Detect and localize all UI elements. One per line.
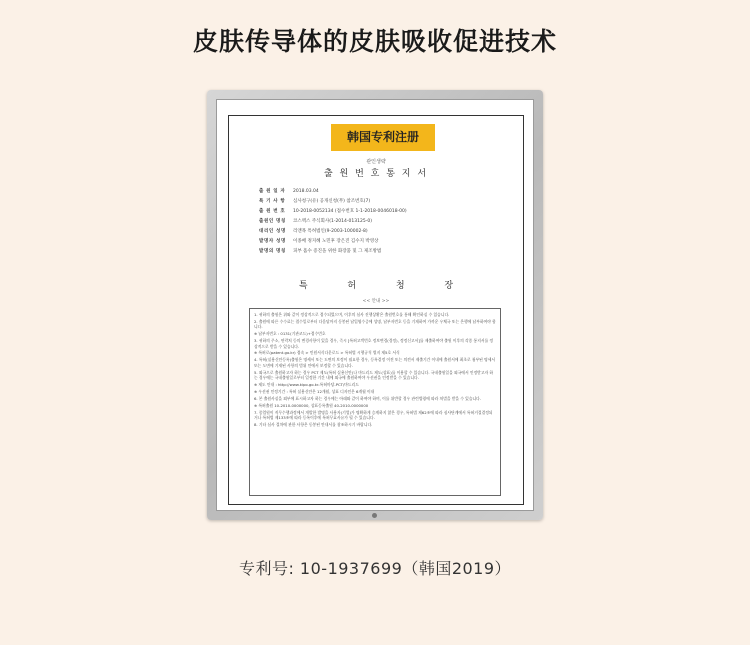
- note-item: 7. 종업원이 직무수행과정에서 개발한 발명을 사용자(기업)가 명확하게 승계하지 않은 경우, 특허법 제62조에 따라 심사단계에서 특허거절결정되거나 특허법 제133조에 따라 등록이후에 특허무효사유가 될 수 있습니다.: [254, 409, 493, 420]
- field-value: 2018.03.04: [293, 188, 319, 194]
- issuer-title: [229, 278, 523, 291]
- registration-banner: 韩国专利注册: [331, 124, 435, 151]
- field-row: [259, 216, 509, 226]
- field-value: 심사청구(유) 공개신청(무) 참조번호(7): [293, 199, 371, 204]
- field-label: 발명자 성명: [259, 239, 286, 244]
- note-item: 6. 본 출원사실을 외부에 표시하고자 하는 경우에는 아래와 같이 하여야 하며, 이를 위반할 경우 관련법령에 따라 처벌을 받을 수 있습니다.: [254, 395, 482, 401]
- note-item: ※ 제도 안내 : http://www.kipo.go.kr-특허마당-PCT/마드리드: [254, 381, 359, 387]
- note-item: ※ 우선권 인정기간 : 특허 실용신안은 12개월, 상표 디자인은 6개월 이내: [254, 388, 375, 394]
- field-label: 발명의 명칭: [259, 249, 286, 254]
- note-item: 1. 귀하의 출원은 위와 같이 정상적으로 접수되었으며, 이후의 심사 진행상황은 출원번호를 통해 확인하실 수 있습니다.: [254, 312, 450, 317]
- field-label: 대리인 성명: [259, 229, 286, 234]
- note-item: 3. 귀하의 주소, 연락처 등의 변경사항이 있을 경우, 즉시 [특허고객번호 정보변경(경정), 정정신고서]를 제출하여야 출원 이후의 각종 통지서를 정상적으로 받을 수 있습니다.: [254, 338, 494, 349]
- certificate-document: [228, 115, 524, 505]
- field-label: 출 원 번 호: [259, 209, 286, 214]
- issuer-title-char: 청: [395, 281, 405, 291]
- note-item: 2. 출원에 따른 수수료는 접수일로부터 다음달까지 동봉된 납입영수증에 성명, 납부자번호 등을 기재하여 가까운 우체국 또는 은행에 납부하여야 합니다.: [254, 318, 496, 330]
- application-fields: [259, 186, 509, 256]
- field-value: 코스맥스 주식회사(1-2014-013125-0): [293, 219, 372, 224]
- patent-number-caption: 专利号: 10-1937699（韩国2019）: [238, 559, 512, 578]
- field-row: [259, 236, 509, 246]
- note-item: ※ 특허출원 10-2010-0000000, 상표등록출원 40-2010-0000000: [254, 402, 369, 408]
- certificate-frame: [207, 90, 543, 520]
- field-value: 이종배 정지혜 노민후 장은진 김수지 박영상: [293, 239, 379, 244]
- frame-screw: [372, 513, 377, 518]
- certificate-paper: [216, 99, 534, 511]
- field-row: [259, 186, 509, 196]
- note-item: 5. 외국으로 출원하고자 하는 경우 PCT 제도(특허 실용신안)나 마드리드 제도(상표)를 이용할 수 있습니다. 국내출원일을 외국에서 인정받고자 하는 경우에는 국내출원일로부터 일정한 기간 내에 외국에 출원하여야 우선권을 인정받을 수 있습니다.: [254, 369, 494, 381]
- seal-omitted-label: 관인생략: [366, 159, 386, 165]
- issuer-title-char: 장: [444, 281, 454, 291]
- guide-label: << 안내 >>: [362, 299, 390, 304]
- page-title: 皮肤传导体的皮肤吸收促进技术: [192, 27, 557, 56]
- notes-box: [249, 308, 501, 496]
- note-item: ※ 납부자번호 : 0131(기관코드)+접수번호: [254, 331, 326, 337]
- note-item: 4. 특허(실용신안등록)출원은 명세서 또는 도면의 보정이 필요한 경우, 등록결정 이전 또는 의견서 제출기간 이내에 출원서에 최초로 첨부된 명세서 또는 도면에 기재된 사항의 범위 안에서 보정할 수 있습니다.: [254, 357, 496, 368]
- field-row: [259, 196, 509, 206]
- issuer-title-char: 허: [347, 281, 357, 291]
- issuer-title-char: 특: [298, 281, 308, 291]
- field-row: [259, 246, 509, 256]
- note-item: 8. 기타 심사 절차에 관한 사항은 동봉된 안내서를 참조하시기 바랍니다.: [254, 421, 373, 427]
- field-row: [259, 206, 509, 216]
- field-label: 출원인 명칭: [259, 219, 286, 224]
- field-value: 리앤목 특허법인(9-2003-100002-8): [293, 229, 368, 234]
- field-value: 10-2018-0052134 (접수번호 1-1-2018-0046018-00): [293, 209, 407, 214]
- field-label: 특 기 사 항: [259, 199, 286, 204]
- field-row: [259, 226, 509, 236]
- document-heading: 출 원 번 호 통 지 서: [323, 169, 429, 179]
- field-label: 출 원 일 자: [259, 189, 286, 194]
- field-value: 피부 흡수 증진을 위한 화장품 및 그 제조방법: [293, 249, 382, 254]
- note-item: ※ 특허로(patent.go.kr) 접속 > 민원서식다운로드 > 특허법 시행규칙 별지 제5호 서식: [254, 350, 400, 356]
